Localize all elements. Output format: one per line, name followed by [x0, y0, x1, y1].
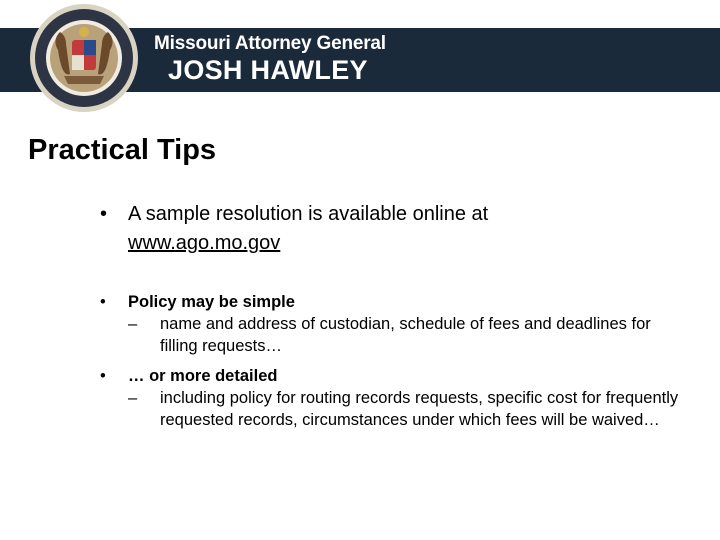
attorney-general-name: JOSH HAWLEY	[168, 55, 368, 85]
intro-text: A sample resolution is available online at	[128, 203, 489, 225]
item-label: Policy may be simple	[128, 293, 295, 311]
tips-list	[100, 291, 690, 431]
item-label: … or more detailed	[128, 367, 278, 385]
item-detail: including policy for routing records requests, specific cost for frequently requested records, circumstances under which fees will be waived…	[160, 389, 679, 429]
item-detail: name and address of custodian, schedule of fees and deadlines for filling requests…	[160, 315, 651, 355]
dash-icon: –	[128, 389, 138, 407]
dash-icon: –	[128, 315, 138, 333]
list-item	[100, 365, 690, 387]
bullet-icon: •	[100, 293, 106, 311]
website-link[interactable]: www.ago.mo.gov	[128, 232, 281, 254]
sub-item	[100, 313, 690, 357]
intro-bullet	[100, 200, 660, 258]
bullet-icon: •	[100, 203, 108, 225]
org-title: Missouri Attorney General	[154, 33, 386, 54]
missouri-seal-icon	[28, 2, 140, 114]
bullet-icon: •	[100, 367, 106, 385]
list-item	[100, 291, 690, 313]
sub-item	[100, 387, 690, 431]
slide-title: Practical Tips	[28, 134, 217, 166]
